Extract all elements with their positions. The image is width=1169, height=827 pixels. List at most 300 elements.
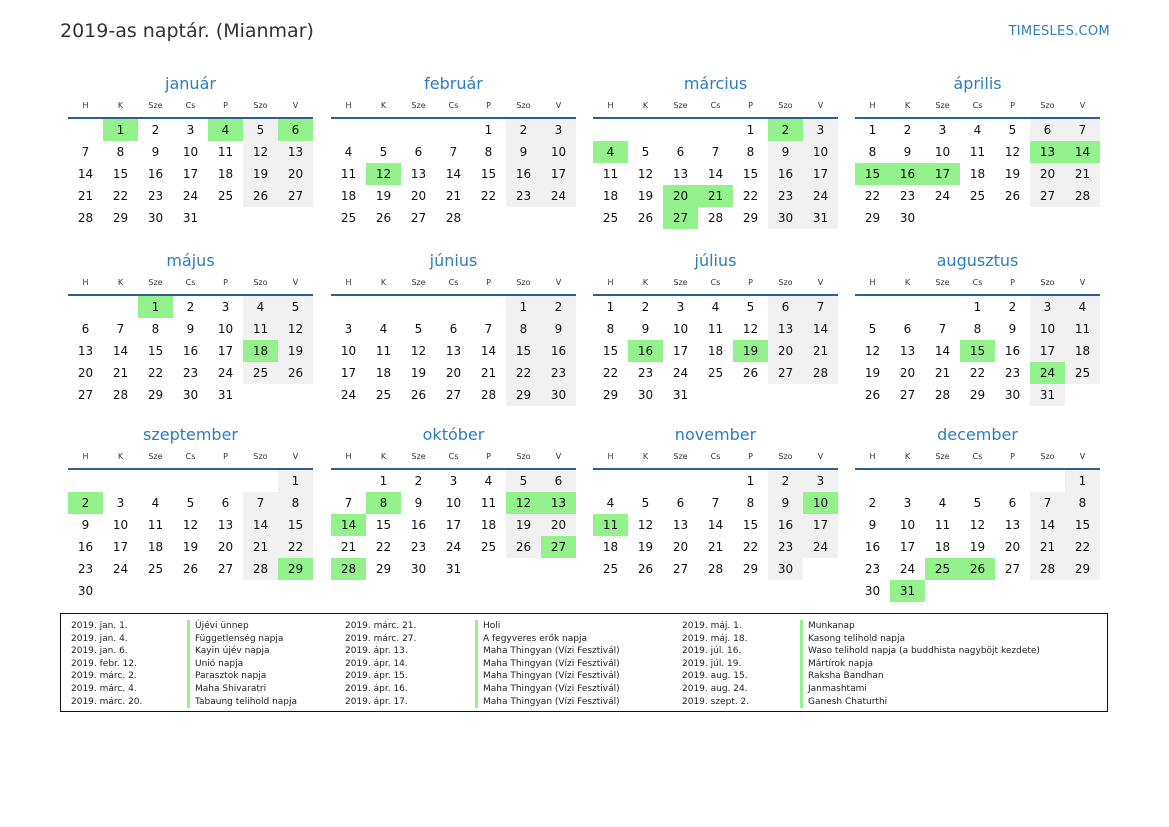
- day-cell: 15: [480, 167, 497, 181]
- day-cell: 22: [112, 189, 129, 203]
- day-cell: 5: [641, 496, 650, 510]
- weekday-label: Cs: [972, 452, 983, 461]
- day-cell: 24: [217, 366, 234, 380]
- day-cell: 18: [602, 540, 619, 554]
- day-cell: 9: [768, 141, 803, 163]
- day-cell: 15: [742, 167, 759, 181]
- month-name: május: [166, 251, 215, 270]
- holiday-day-cell: 18: [243, 340, 278, 362]
- holiday-day-cell: 20: [663, 185, 698, 207]
- page-title: 2019-as naptár. (Mianmar): [60, 20, 314, 42]
- legend-date: 2019. aug. 24.: [682, 683, 748, 694]
- holiday-day-cell: 15: [855, 163, 890, 185]
- day-cell: 12: [1004, 145, 1021, 159]
- day-cell: 1: [746, 474, 755, 488]
- weekday-label: P: [223, 452, 228, 461]
- day-cell: 12: [637, 518, 654, 532]
- day-cell: 6: [221, 496, 230, 510]
- day-cell: 30: [864, 584, 881, 598]
- weekday-label: H: [345, 278, 352, 287]
- day-cell: 29: [375, 562, 392, 576]
- weekday-label: Cs: [972, 278, 983, 287]
- empty-cell: [593, 470, 628, 492]
- day-cell: 9: [414, 496, 423, 510]
- day-cell: 9: [768, 492, 803, 514]
- day-cell: 22: [1065, 536, 1100, 558]
- day-cell: 21: [1030, 536, 1065, 558]
- legend-dates-col-3: [682, 620, 749, 708]
- day-cell: 7: [711, 496, 720, 510]
- day-cell: 24: [112, 562, 129, 576]
- legend-date: 2019. jan. 6.: [71, 646, 128, 657]
- empty-cell: [925, 470, 960, 492]
- legend-holiday: Maha Thingyan (Vízi Fesztivál): [483, 696, 620, 707]
- day-cell: 25: [340, 211, 357, 225]
- empty-cell: [663, 470, 698, 492]
- day-cell: 21: [480, 366, 497, 380]
- day-cell: 4: [938, 496, 947, 510]
- day-cell: 27: [899, 388, 916, 402]
- weekday-label: Szo: [516, 452, 531, 461]
- day-cell: 4: [1065, 296, 1100, 318]
- day-cell: 14: [1030, 514, 1065, 536]
- weekday-header: [331, 95, 576, 113]
- legend-holiday: Maha Thingyan (Vízi Fesztivál): [483, 658, 620, 669]
- weekday-label: V: [292, 278, 299, 287]
- weekday-label: P: [1010, 452, 1015, 461]
- legend-marker: [800, 620, 803, 708]
- day-cell: 14: [480, 344, 497, 358]
- legend-holiday: Újévi ünnep: [195, 621, 249, 631]
- weekday-label: K: [117, 101, 124, 110]
- day-cell: 12: [969, 518, 986, 532]
- holiday-day-cell: 17: [925, 163, 960, 185]
- day-cell: 30: [637, 388, 654, 402]
- weekday-label: H: [869, 101, 876, 110]
- day-cell: 5: [379, 145, 388, 159]
- day-cell: 25: [480, 540, 497, 554]
- day-cell: 11: [969, 145, 986, 159]
- site-link[interactable]: TIMESLES.COM: [1008, 24, 1110, 39]
- day-cell: 14: [934, 344, 951, 358]
- weekday-label: V: [555, 452, 562, 461]
- weekday-label: P: [486, 101, 491, 110]
- day-cell: 25: [707, 366, 724, 380]
- legend-date: 2019. márc. 21.: [345, 621, 417, 631]
- weekday-label: Cs: [710, 278, 721, 287]
- holiday-day-cell: 11: [593, 514, 628, 536]
- empty-cell: [68, 470, 103, 492]
- day-cell: 25: [1065, 362, 1100, 384]
- empty-cell: [628, 119, 663, 141]
- weekday-label: K: [642, 278, 649, 287]
- legend-date: 2019. júl. 19.: [682, 658, 742, 669]
- empty-cell: [890, 296, 925, 318]
- day-cell: 24: [934, 189, 951, 203]
- day-cell: 28: [480, 388, 497, 402]
- legend-holiday: Függetlenség napja: [195, 633, 284, 644]
- legend-date: 2019. aug. 15.: [682, 671, 748, 682]
- month-name: december: [937, 425, 1018, 444]
- day-cell: 5: [186, 496, 195, 510]
- day-cell: 15: [1065, 514, 1100, 536]
- day-cell: 9: [151, 145, 160, 159]
- day-cell: 30: [147, 211, 164, 225]
- day-cell: 26: [243, 185, 278, 207]
- day-cell: 18: [934, 540, 951, 554]
- day-cell: 2: [1008, 300, 1017, 314]
- day-cell: 9: [186, 322, 195, 336]
- empty-cell: [628, 470, 663, 492]
- empty-cell: [995, 470, 1030, 492]
- legend-marker: [475, 620, 478, 708]
- empty-cell: [366, 119, 401, 141]
- day-cell: 6: [81, 322, 90, 336]
- weekday-label: Sze: [148, 452, 163, 461]
- holiday-day-cell: 4: [208, 119, 243, 141]
- weekday-label: V: [817, 278, 824, 287]
- day-cell: 7: [711, 145, 720, 159]
- day-cell: 12: [182, 518, 199, 532]
- holiday-day-cell: 2: [68, 492, 103, 514]
- day-cell: 5: [243, 119, 278, 141]
- weekday-label: H: [607, 101, 614, 110]
- day-cell: 19: [637, 540, 654, 554]
- legend-date: 2019. máj. 1.: [682, 621, 742, 631]
- day-cell: 11: [217, 145, 234, 159]
- day-cell: 17: [340, 366, 357, 380]
- day-grid: [593, 296, 838, 406]
- day-cell: 18: [602, 189, 619, 203]
- weekday-label: V: [817, 452, 824, 461]
- day-cell: 10: [672, 322, 689, 336]
- day-cell: 1: [868, 123, 877, 137]
- holiday-day-cell: 14: [331, 514, 366, 536]
- day-cell: 5: [746, 300, 755, 314]
- day-cell: 28: [112, 388, 129, 402]
- day-cell: 23: [768, 185, 803, 207]
- weekday-header: [593, 272, 838, 290]
- weekday-label: Szo: [253, 101, 268, 110]
- empty-cell: [855, 470, 890, 492]
- day-cell: 6: [541, 470, 576, 492]
- day-grid: [331, 296, 576, 406]
- month-block: [68, 73, 313, 229]
- day-cell: 10: [182, 145, 199, 159]
- day-cell: 16: [768, 514, 803, 536]
- day-cell: 17: [803, 163, 838, 185]
- day-cell: 6: [1030, 119, 1065, 141]
- day-cell: 4: [344, 145, 353, 159]
- day-cell: 26: [1004, 189, 1021, 203]
- day-cell: 1: [746, 123, 755, 137]
- day-cell: 25: [147, 562, 164, 576]
- day-cell: 26: [637, 211, 654, 225]
- day-cell: 19: [969, 540, 986, 554]
- day-cell: 24: [541, 185, 576, 207]
- weekday-label: V: [555, 101, 562, 110]
- day-cell: 9: [641, 322, 650, 336]
- empty-cell: [103, 470, 138, 492]
- day-cell: 29: [864, 211, 881, 225]
- empty-cell: [103, 296, 138, 318]
- day-cell: 9: [81, 518, 90, 532]
- legend-holiday: Ganesh Chaturthi: [808, 696, 888, 707]
- weekday-label: P: [1010, 101, 1015, 110]
- legend-holiday: Maha Thingyan (Vízi Fesztivál): [483, 671, 620, 682]
- day-cell: 22: [864, 189, 881, 203]
- day-cell: 23: [77, 562, 94, 576]
- legend-holiday: Kayin újév napja: [195, 646, 270, 657]
- day-cell: 19: [1004, 167, 1021, 181]
- weekday-label: V: [1079, 278, 1086, 287]
- day-cell: 2: [541, 296, 576, 318]
- day-cell: 24: [672, 366, 689, 380]
- day-cell: 3: [938, 123, 947, 137]
- day-cell: 31: [1030, 384, 1065, 406]
- day-cell: 30: [77, 584, 94, 598]
- day-cell: 14: [803, 318, 838, 340]
- holiday-day-cell: 12: [506, 492, 541, 514]
- legend-date: 2019. márc. 2.: [71, 671, 137, 682]
- day-cell: 27: [768, 362, 803, 384]
- day-cell: 22: [742, 189, 759, 203]
- day-cell: 9: [541, 318, 576, 340]
- day-cell: 6: [449, 322, 458, 336]
- day-cell: 30: [768, 558, 803, 580]
- legend-holiday: Unió napja: [195, 658, 244, 669]
- day-cell: 20: [768, 340, 803, 362]
- legend-dates-col-1: [71, 620, 142, 708]
- empty-cell: [331, 119, 366, 141]
- day-cell: 23: [637, 366, 654, 380]
- empty-cell: [1030, 470, 1065, 492]
- day-grid: [331, 119, 576, 229]
- weekday-label: Sze: [148, 101, 163, 110]
- day-cell: 4: [973, 123, 982, 137]
- legend-holiday: Mártírok napja: [808, 658, 874, 669]
- day-cell: 27: [410, 211, 427, 225]
- day-grid: [593, 470, 838, 580]
- day-cell: 3: [803, 470, 838, 492]
- day-cell: 17: [217, 344, 234, 358]
- day-cell: 24: [803, 536, 838, 558]
- day-cell: 23: [182, 366, 199, 380]
- day-cell: 3: [449, 474, 458, 488]
- day-cell: 7: [243, 492, 278, 514]
- weekday-header: [855, 95, 1100, 113]
- day-cell: 10: [934, 145, 951, 159]
- day-cell: 22: [602, 366, 619, 380]
- day-cell: 10: [112, 518, 129, 532]
- day-cell: 16: [182, 344, 199, 358]
- day-cell: 16: [768, 163, 803, 185]
- holiday-legend: [60, 613, 1108, 712]
- day-cell: 22: [480, 189, 497, 203]
- weekday-label: Szo: [1040, 278, 1055, 287]
- day-cell: 4: [151, 496, 160, 510]
- legend-date: 2019. máj. 18.: [682, 633, 748, 644]
- weekday-label: Cs: [710, 101, 721, 110]
- legend-date: 2019. ápr. 15.: [345, 671, 408, 682]
- weekday-label: H: [82, 452, 89, 461]
- holiday-day-cell: 4: [593, 141, 628, 163]
- day-cell: 20: [410, 189, 427, 203]
- day-cell: 31: [803, 207, 838, 229]
- day-cell: 23: [147, 189, 164, 203]
- day-cell: 16: [864, 540, 881, 554]
- day-cell: 17: [182, 167, 199, 181]
- day-cell: 21: [707, 540, 724, 554]
- empty-cell: [208, 470, 243, 492]
- day-cell: 23: [410, 540, 427, 554]
- day-cell: 3: [676, 300, 685, 314]
- day-cell: 13: [768, 318, 803, 340]
- empty-cell: [243, 470, 278, 492]
- day-cell: 20: [1004, 540, 1021, 554]
- weekday-label: K: [642, 452, 649, 461]
- day-cell: 6: [676, 496, 685, 510]
- weekday-label: Cs: [448, 101, 459, 110]
- day-cell: 8: [484, 145, 493, 159]
- month-name: június: [429, 251, 478, 270]
- month-name: február: [424, 74, 483, 93]
- weekday-label: P: [223, 101, 228, 110]
- day-cell: 4: [711, 300, 720, 314]
- day-cell: 7: [81, 145, 90, 159]
- day-cell: 16: [147, 167, 164, 181]
- day-cell: 11: [602, 167, 619, 181]
- month-block: [331, 250, 576, 406]
- legend-date: 2019. ápr. 14.: [345, 658, 408, 669]
- day-cell: 14: [243, 514, 278, 536]
- day-cell: 9: [506, 141, 541, 163]
- day-cell: 11: [147, 518, 164, 532]
- day-cell: 28: [803, 362, 838, 384]
- holiday-day-cell: 8: [366, 492, 401, 514]
- day-cell: 29: [147, 388, 164, 402]
- day-cell: 9: [868, 518, 877, 532]
- legend-dates-col-2: [345, 620, 416, 708]
- day-cell: 4: [379, 322, 388, 336]
- day-cell: 5: [973, 496, 982, 510]
- holiday-day-cell: 27: [541, 536, 576, 558]
- weekday-header: [593, 95, 838, 113]
- legend-holiday: Raksha Bandhan: [808, 671, 884, 682]
- legend-date: 2019. júl. 16.: [682, 646, 742, 657]
- day-cell: 27: [77, 388, 94, 402]
- weekday-label: P: [1010, 278, 1015, 287]
- weekday-label: Sze: [411, 452, 426, 461]
- month-name: november: [674, 425, 757, 444]
- day-cell: 27: [1030, 185, 1065, 207]
- day-cell: 21: [112, 366, 129, 380]
- weekday-label: H: [869, 278, 876, 287]
- day-cell: 15: [112, 167, 129, 181]
- day-cell: 18: [147, 540, 164, 554]
- day-cell: 20: [672, 540, 689, 554]
- empty-cell: [331, 296, 366, 318]
- legend-holiday: Kasong telihold napja: [808, 633, 906, 644]
- day-cell: 10: [541, 141, 576, 163]
- weekday-label: Sze: [935, 452, 950, 461]
- day-cell: 17: [803, 514, 838, 536]
- legend-date: 2019. ápr. 13.: [345, 646, 408, 657]
- day-cell: 13: [445, 344, 462, 358]
- month-name: április: [953, 74, 1002, 93]
- holiday-day-cell: 2: [768, 119, 803, 141]
- legend-names-col-1: [195, 620, 297, 708]
- empty-cell: [663, 119, 698, 141]
- weekday-label: V: [817, 101, 824, 110]
- legend-holiday: Janmashtami: [808, 683, 867, 694]
- day-cell: 30: [541, 384, 576, 406]
- weekday-label: Cs: [448, 278, 459, 287]
- weekday-label: K: [380, 101, 387, 110]
- day-cell: 15: [278, 514, 313, 536]
- month-block: [68, 424, 313, 602]
- day-cell: 12: [637, 167, 654, 181]
- weekday-label: Cs: [185, 101, 196, 110]
- day-cell: 2: [151, 123, 160, 137]
- day-cell: 8: [606, 322, 615, 336]
- weekday-label: Szo: [253, 452, 268, 461]
- day-cell: 1: [506, 296, 541, 318]
- day-cell: 15: [742, 518, 759, 532]
- weekday-header: [68, 272, 313, 290]
- holiday-day-cell: 15: [960, 340, 995, 362]
- day-cell: 15: [602, 344, 619, 358]
- day-cell: 5: [506, 470, 541, 492]
- holiday-day-cell: 21: [698, 185, 733, 207]
- day-cell: 31: [182, 211, 199, 225]
- holiday-day-cell: 31: [890, 580, 925, 602]
- empty-cell: [890, 470, 925, 492]
- weekday-label: K: [380, 278, 387, 287]
- weekday-label: P: [486, 278, 491, 287]
- day-cell: 6: [768, 296, 803, 318]
- day-cell: 22: [969, 366, 986, 380]
- day-cell: 3: [186, 123, 195, 137]
- day-cell: 15: [147, 344, 164, 358]
- month-block: [593, 73, 838, 229]
- empty-cell: [401, 296, 436, 318]
- day-cell: 6: [903, 322, 912, 336]
- holiday-day-cell: 6: [278, 119, 313, 141]
- holiday-day-cell: 1: [103, 119, 138, 141]
- month-block: [855, 424, 1100, 602]
- day-cell: 26: [637, 562, 654, 576]
- day-cell: 27: [1004, 562, 1021, 576]
- weekday-label: Szo: [253, 278, 268, 287]
- day-cell: 27: [217, 562, 234, 576]
- day-cell: 28: [934, 388, 951, 402]
- holiday-day-cell: 12: [366, 163, 401, 185]
- day-cell: 24: [182, 189, 199, 203]
- day-cell: 21: [1065, 163, 1100, 185]
- day-cell: 31: [445, 562, 462, 576]
- month-name: szeptember: [142, 425, 238, 444]
- day-cell: 17: [112, 540, 129, 554]
- day-cell: 18: [375, 366, 392, 380]
- weekday-label: H: [607, 452, 614, 461]
- day-cell: 11: [480, 496, 497, 510]
- day-grid: [855, 470, 1100, 602]
- day-cell: 7: [803, 296, 838, 318]
- day-cell: 21: [445, 189, 462, 203]
- legend-date: 2019. jan. 4.: [71, 633, 128, 644]
- day-grid: [68, 119, 313, 229]
